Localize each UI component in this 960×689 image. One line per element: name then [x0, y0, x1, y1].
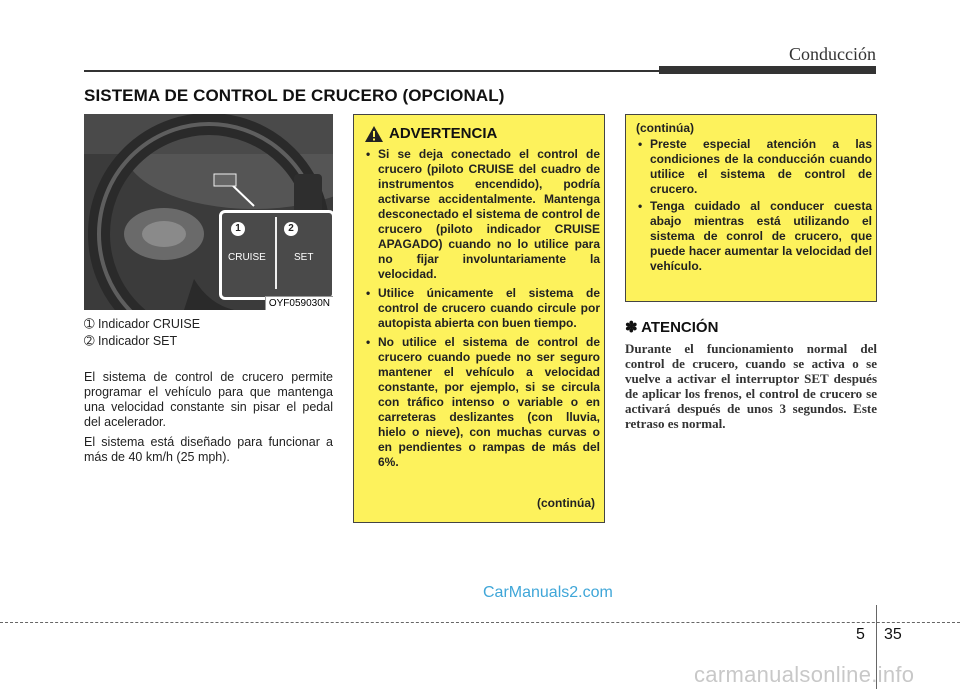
continued-item: • Preste especial atención a las condiciones de la conducción cuando utilice el sistema de control de crucero. [636, 137, 872, 197]
warning-item: • Si se deja conectado el control de crucero (piloto CRUISE del cuadro de instrumentos encendido), podría activarse accidentalmente. Mantenga desconectado el sistema de control de crucero (piloto indicador CRUISE APAGADO) cuando no lo utilice para no fijar involuntariamente la velocidad. [364, 147, 600, 282]
warning-heading [364, 125, 596, 143]
set-label: SET [294, 252, 314, 263]
continued-item: • Tenga cuidado al conducer cuesta abajo mientras está utilizando el sistema de conrol de crucero, que puede hacer aumentar la velocidad del vehículo. [636, 199, 872, 274]
header-rule [84, 70, 659, 72]
watermark-link[interactable]: CarManuals2.com [483, 584, 613, 601]
warning-triangle-icon [364, 125, 384, 143]
footer-site-watermark: carmanualsonline.info [694, 662, 915, 687]
indicator-number-2: 2 [284, 222, 298, 236]
continued-warning-box [625, 114, 877, 302]
figure-legend [84, 316, 200, 350]
footer-rule [0, 622, 960, 623]
cruise-indicator-inset [219, 210, 333, 300]
warning-item: • Utilice únicamente el sistema de control de crucero cuando circule por autopista abierta con buen tiempo. [364, 286, 600, 331]
body-text [84, 370, 333, 470]
legend-item-cruise: ➀ Indicador CRUISE [84, 317, 201, 331]
page-number: 35 [884, 626, 902, 643]
continued-list [636, 137, 872, 276]
warning-list [364, 147, 600, 474]
cruise-label: CRUISE [228, 252, 266, 263]
notice-title: ✽ ATENCIÓN [625, 319, 719, 336]
notice-text: Durante el funcionamiento normal del control de crucero, cuando se activa o se vuelve a activar el interruptor SET después de aplicar los frenos, el control de crucero se activará después de unos 3 segundos. Este retraso es normal. [625, 341, 877, 431]
warning-continued: (continúa) [537, 496, 595, 510]
steering-wheel-figure [84, 114, 333, 310]
warning-box [353, 114, 605, 523]
figure-code: OYF059030N [265, 296, 333, 310]
body-paragraph: El sistema está diseñado para funcionar a más de 40 km/h (25 mph). [84, 435, 333, 464]
inset-divider [275, 217, 277, 289]
warning-item: • No utilice el sistema de control de crucero cuando puede no ser seguro mantener el vehículo a velocidad constante, por ejemplo, si se circula con tráfico intenso o variable o en carreteras deslizantes (con lluvia, hielo o nieve), con muchas curvas o en pendientes o rampas de más del 6%. [364, 335, 600, 470]
chapter-number: 5 [856, 626, 865, 643]
section-name: Conducción [789, 44, 876, 64]
body-paragraph: El sistema de control de crucero permite programar el vehículo para que mantenga una velocidad constante sin pisar el pedal del acelerador. [84, 370, 333, 429]
header-rule-thick [659, 66, 876, 74]
indicator-number-1: 1 [231, 222, 245, 236]
continued-heading: (continúa) [636, 121, 694, 135]
page-title: SISTEMA DE CONTROL DE CRUCERO (OPCIONAL) [84, 86, 505, 105]
warning-title: ADVERTENCIA [389, 125, 498, 142]
legend-item-set: ➁ Indicador SET [84, 334, 178, 348]
